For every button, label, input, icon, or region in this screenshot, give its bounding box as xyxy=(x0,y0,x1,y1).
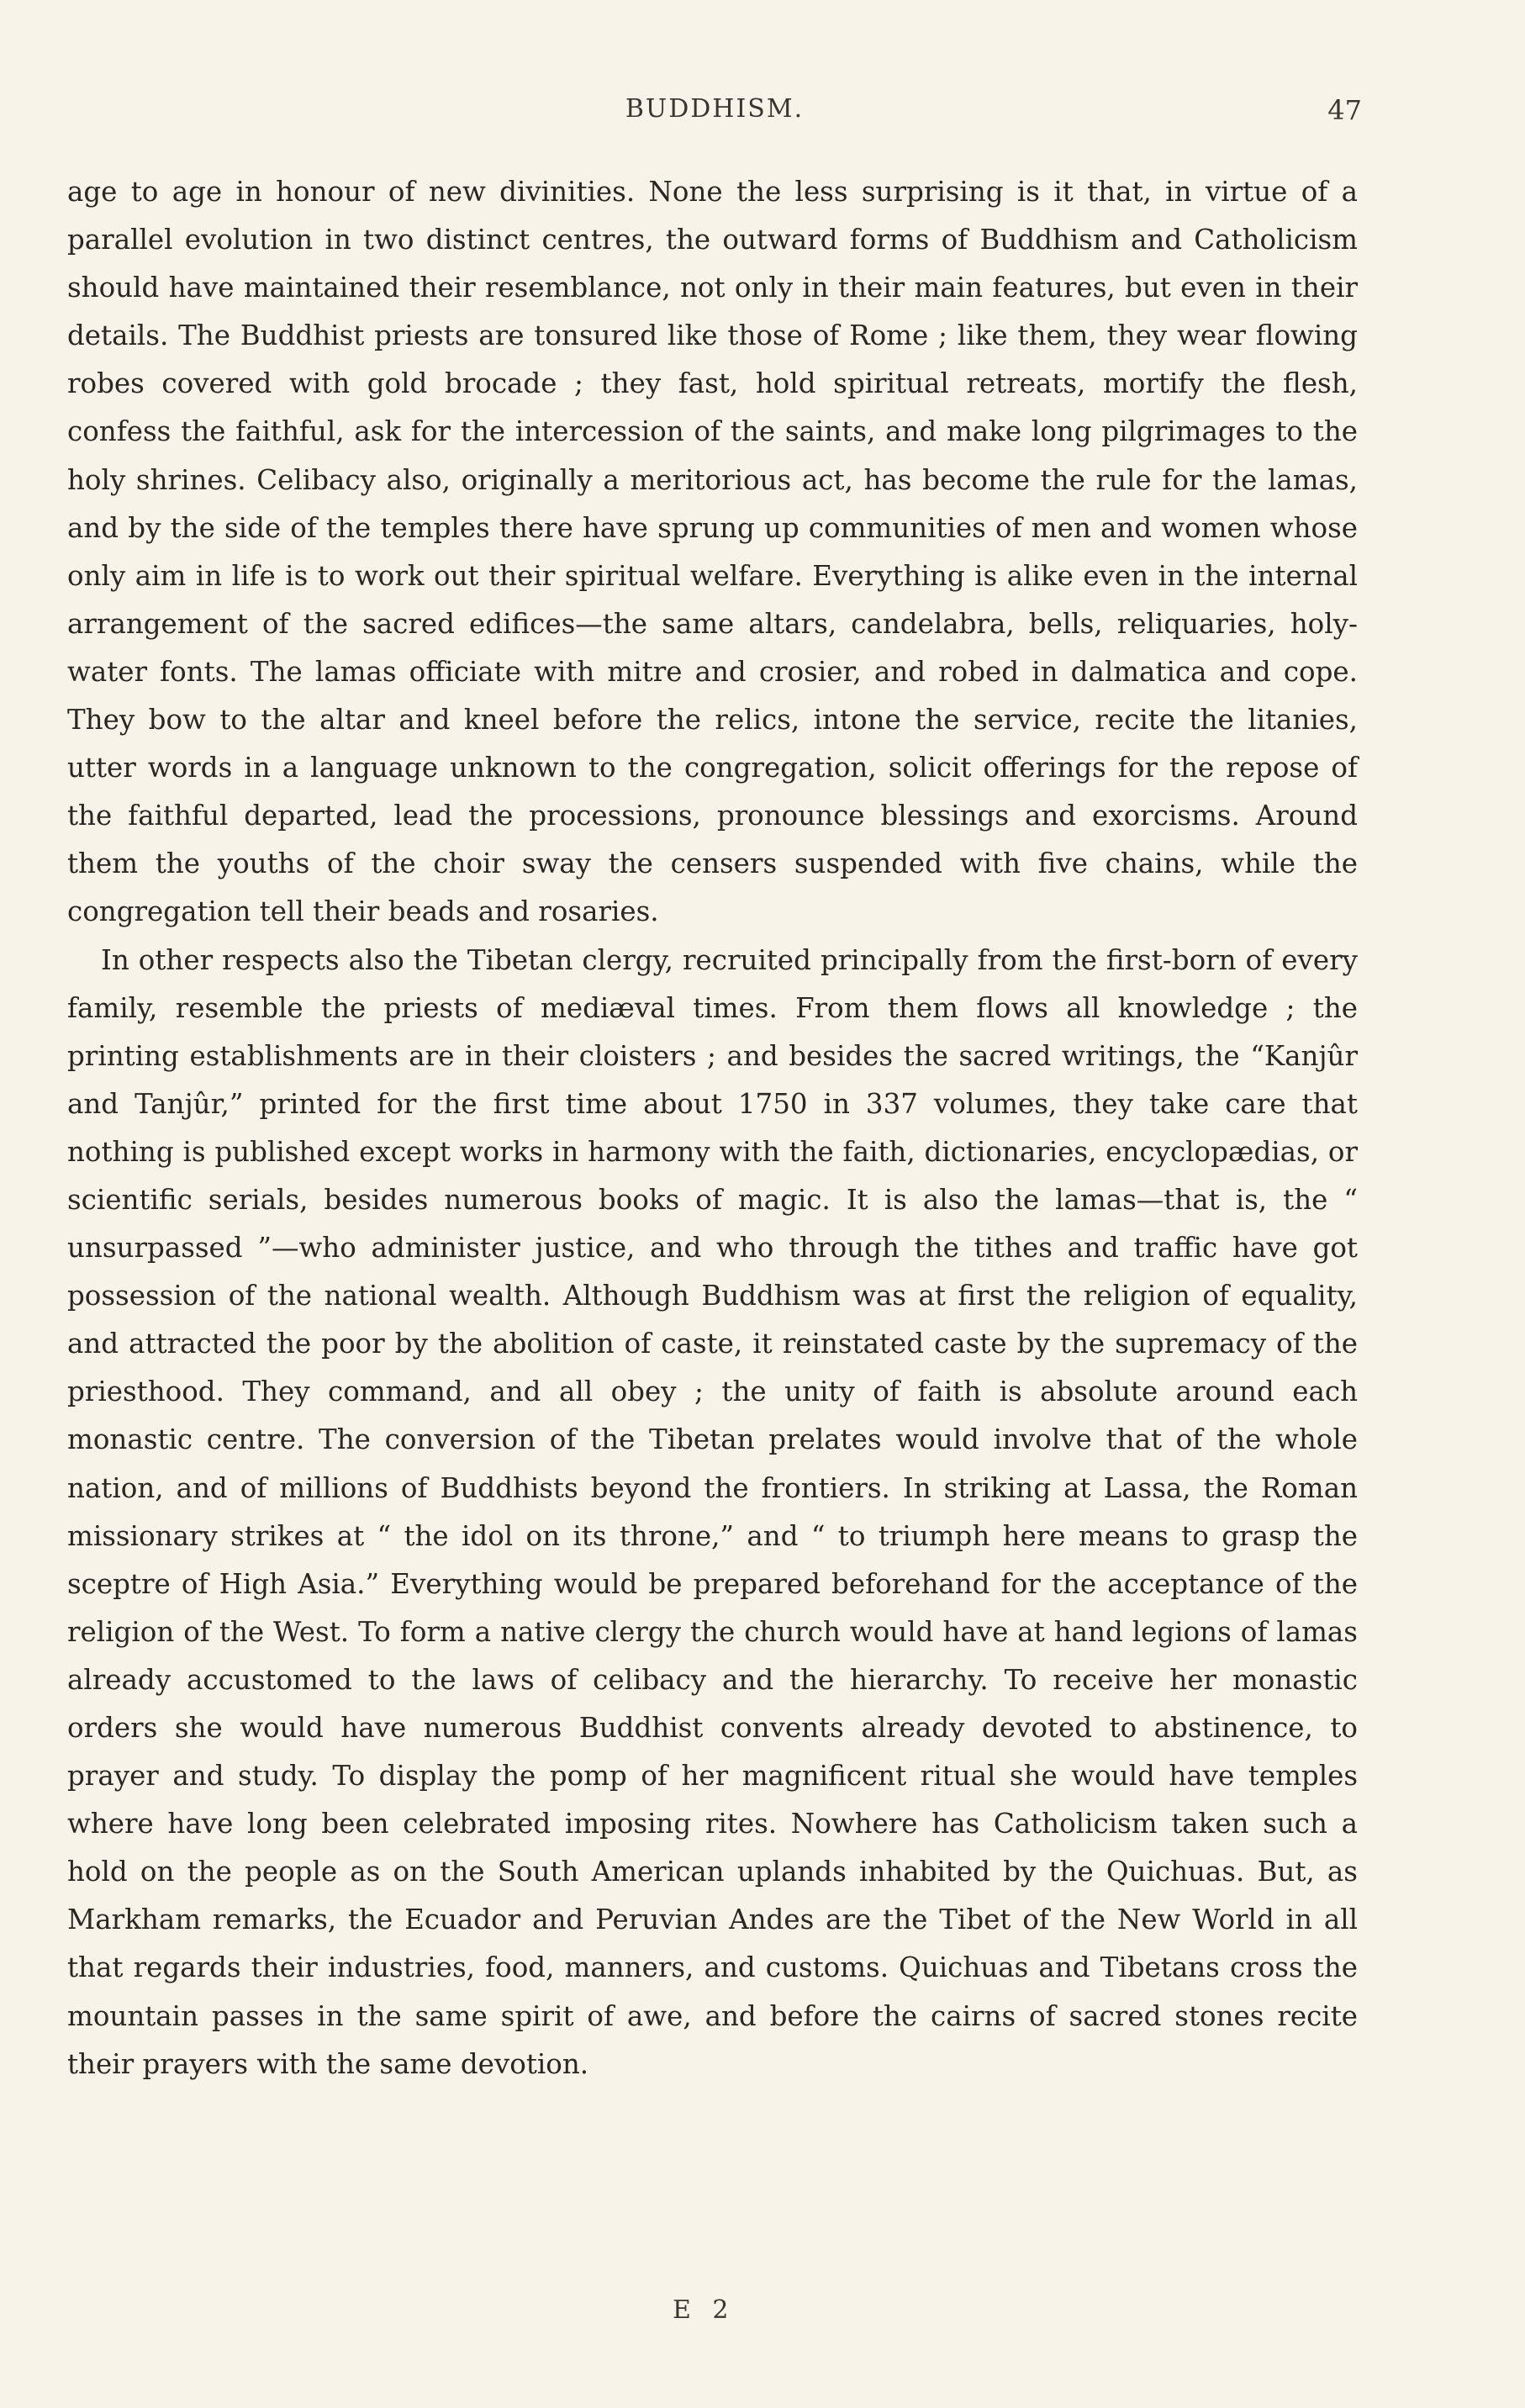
page-number: 47 xyxy=(1327,94,1362,126)
body-text xyxy=(67,168,1358,2089)
running-title: BUDDHISM. xyxy=(625,94,805,124)
signature-mark: E 2 xyxy=(673,2295,736,2325)
running-head xyxy=(67,94,1362,128)
paragraph-2: In other respects also the Tibetan clergy, recruited principally from the first-born of every family, resemble the priests of mediæval times. From them flows all knowledge ; the printing establishments are in their cloisters ; and besides the sacred writings, the “Kanjûr and Tanjûr,” printed for the first time about 1750 in 337 volumes, they take care that nothing is published except works in harmony with the faith, dictionaries, encyclopædias, or scientific serials, besides numerous books of magic. It is also the lamas—that is, the “ unsurpassed ”—who administer justice, and who through the tithes and traffic have got possession of the national wealth. Although Buddhism was at first the religion of equality, and attracted the poor by the abolition of caste, it reinstated caste by the supremacy of the priesthood. They command, and all obey ; the unity of faith is absolute around each monastic centre. The conversion of the Tibetan prelates would involve that of the whole nation, and of millions of Buddhists beyond the frontiers. In striking at Lassa, the Roman missionary strikes at “ the idol on its throne,” and “ to triumph here means to grasp the sceptre of High Asia.” Everything would be prepared beforehand for the acceptance of the religion of the West. To form a native clergy the church would have at hand legions of lamas already accustomed to the laws of celibacy and the hierarchy. To receive her monastic orders she would have numerous Buddhist convents already devoted to abstinence, to prayer and study. To display the pomp of her magnificent ritual she would have temples where have long been celebrated imposing rites. Nowhere has Catholicism taken such a hold on the people as on the South American uplands inhabited by the Quichuas. But, as Markham remarks, the Ecuador and Peruvian Andes are the Tibet of the New World in all that regards their industries, food, manners, and customs. Quichuas and Tibetans cross the mountain passes in the same spirit of awe, and before the cairns of sacred stones recite their prayers with the same devotion. xyxy=(67,943,1358,2080)
paragraph-1: age to age in honour of new divinities. None the less surprising is it that, in virtue of a parallel evolution in two distinct centres, the outward forms of Buddhism and Catholicism should have maintained their resemblance, not only in their main features, but even in their details. The Buddhist priests are tonsured like those of Rome ; like them, they wear flowing robes covered with gold brocade ; they fast, hold spiritual retreats, mortify the flesh, confess the faithful, ask for the intercession of the saints, and make long pilgrimages to the holy shrines. Celibacy also, originally a meritorious act, has become the rule for the lamas, and by the side of the temples there have sprung up communities of men and women whose only aim in life is to work out their spiritual welfare. Everything is alike even in the internal arrangement of the sacred edifices—the same altars, candelabra, bells, reliquaries, holy-water fonts. The lamas officiate with mitre and crosier, and robed in dalmatica and cope. They bow to the altar and kneel before the relics, intone the service, recite the litanies, utter words in a language unknown to the congregation, solicit offerings for the repose of the faithful departed, lead the processions, pronounce blessings and exorcisms. Around them the youths of the choir sway the censers suspended with five chains, while the congregation tell their beads and rosaries. xyxy=(67,176,1358,928)
